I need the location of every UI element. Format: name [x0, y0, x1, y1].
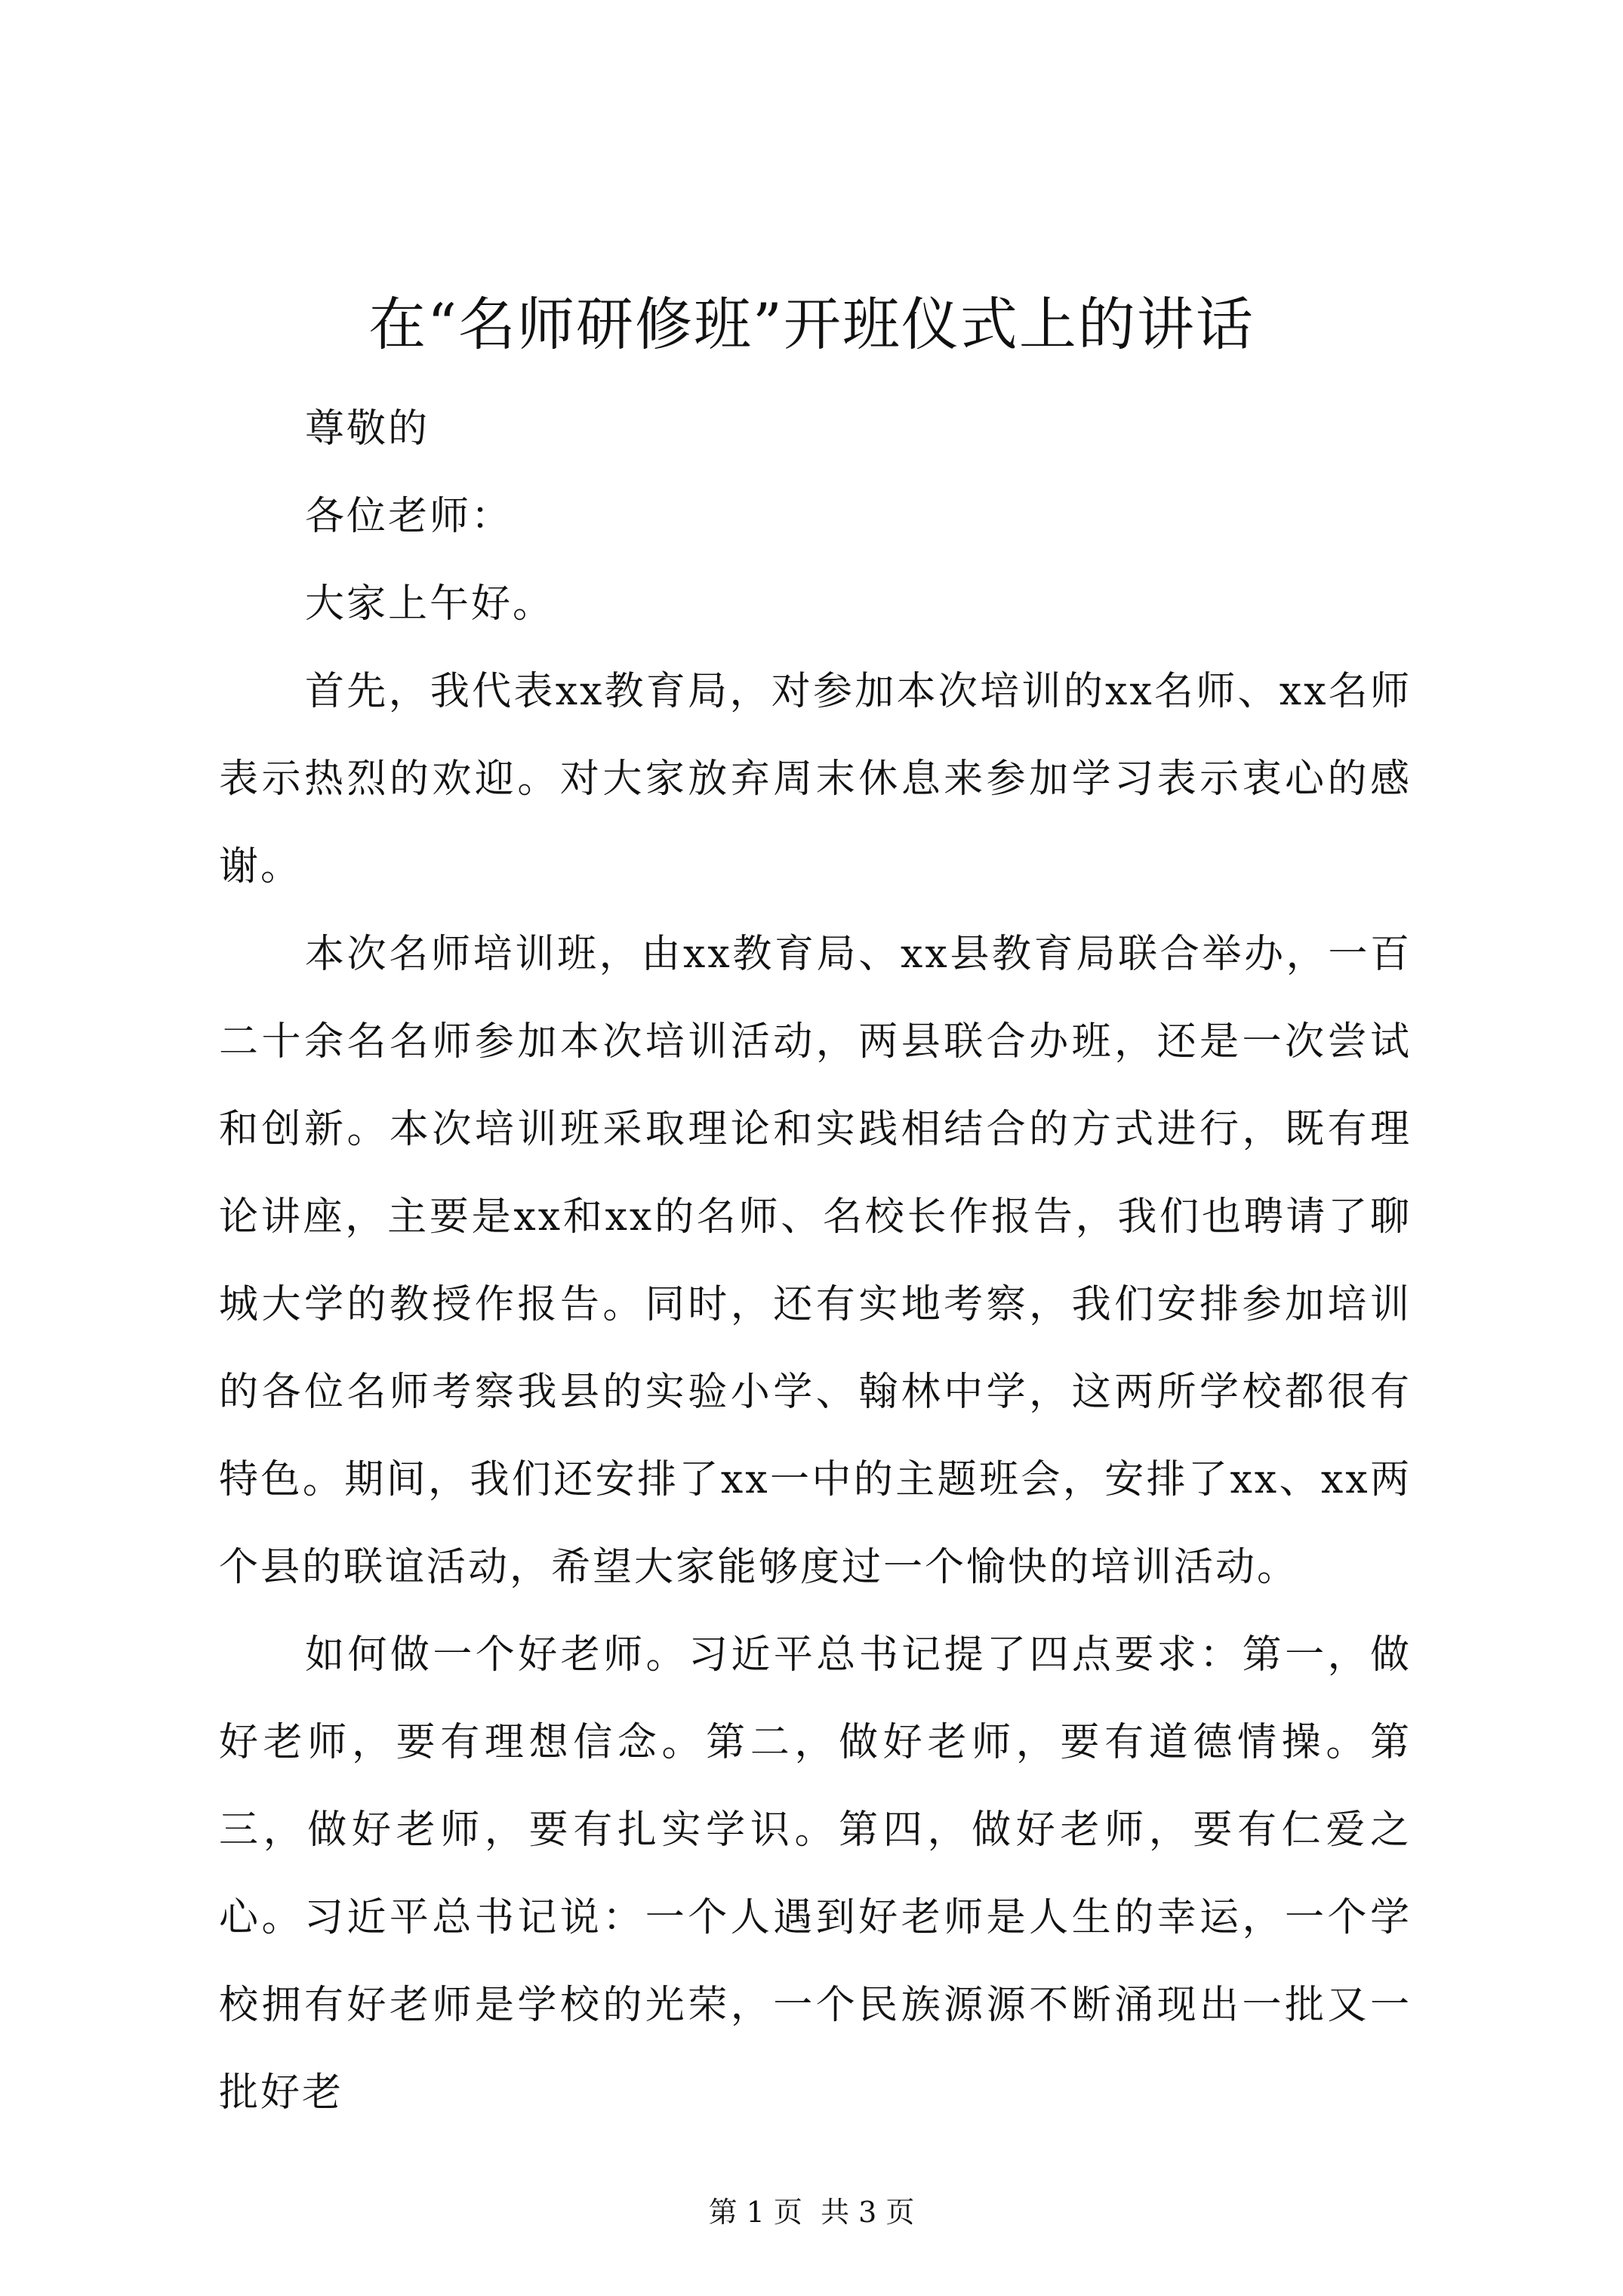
document-title: 在“名师研修班”开班仪式上的讲话 [368, 291, 1255, 358]
salutation-line-1: 尊敬的 [305, 406, 430, 451]
greeting-line: 大家上午好。 [305, 581, 555, 627]
page-number-label: 第 1 页 共 3 页 [708, 2196, 915, 2229]
document-body [219, 385, 1412, 2137]
body-paragraph-2: 本次名师培训班，由xx教育局、xx县教育局联合举办，一百二十余名名师参加本次培训活动，两县联合办班，还是一次尝试和创新。本次培训班采取理论和实践相结合的方式进行，既有理论讲座，主要是xx和xx的名师、名校长作报告，我们也聘请了聊城大学的教授作报告。同时，还有实地考察，我们安排参加培训的各位名师考察我县的实验小学、翰林中学，这两所学校都很有特色。期间，我们还安排了xx一中的主题班会，安排了xx、xx两个县的联谊活动，希望大家能够度过一个愉快的培训活动。 [219, 932, 1412, 1590]
body-paragraph-3: 如何做一个好老师。习近平总书记提了四点要求：第一，做好老师，要有理想信念。第二，做好老师，要有道德情操。第三，做好老师，要有扎实学识。第四，做好老师，要有仁爱之心。习近平总书记说：一个人遇到好老师是人生的幸运，一个学校拥有好老师是学校的光荣，一个民族源源不断涌现出一批又一批好老 [219, 1632, 1412, 2116]
body-paragraph-1: 首先，我代表xx教育局，对参加本次培训的xx名师、xx名师表示热烈的欢迎。对大家放弃周末休息来参加学习表示衷心的感谢。 [219, 669, 1412, 889]
page-footer [0, 2193, 1623, 2231]
salutation-line-2: 各位老师： [305, 494, 513, 539]
